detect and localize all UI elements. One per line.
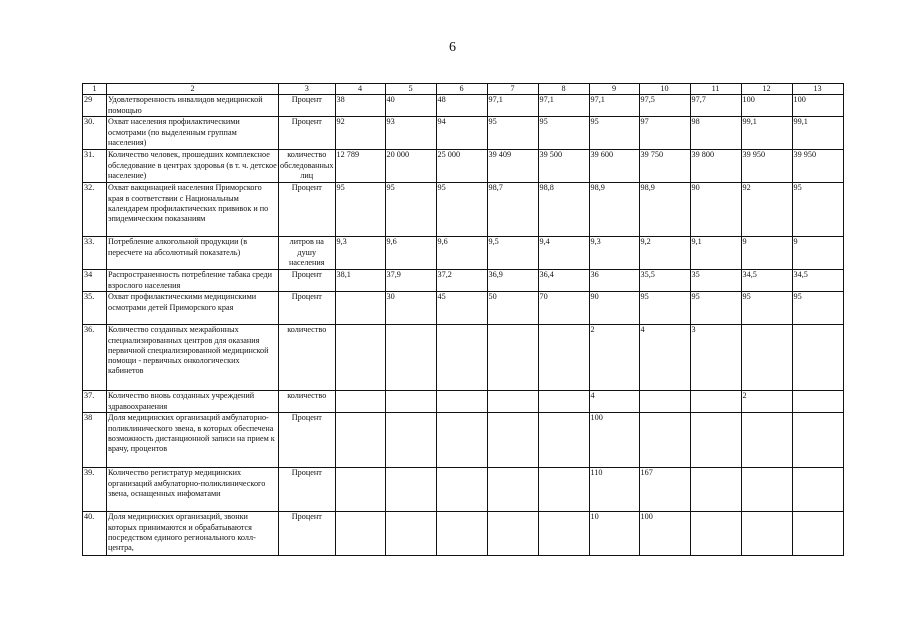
value-cell: 100 (792, 95, 843, 117)
value-cell (487, 325, 538, 391)
value-cell: 37,2 (436, 270, 487, 292)
unit-cell: количество (279, 325, 336, 391)
row-number: 39. (83, 468, 107, 512)
row-number: 34 (83, 270, 107, 292)
unit-cell: Процент (279, 468, 336, 512)
column-number: 4 (335, 84, 385, 95)
value-cell: 4 (639, 325, 690, 391)
row-number: 33. (83, 237, 107, 270)
row-number: 35. (83, 292, 107, 325)
value-cell (741, 413, 792, 468)
value-cell (690, 391, 741, 413)
indicator-name: Охват населения профилактическими осмотрами (по выделенным группам населения) (107, 117, 279, 150)
table-row (83, 413, 844, 468)
value-cell (639, 391, 690, 413)
table-body (83, 95, 844, 556)
value-cell (335, 512, 385, 556)
row-number: 30. (83, 117, 107, 150)
indicator-name: Количество регистратур медицинских организаций амбулаторно-поликлинического звена, оснащенных инфоматами (107, 468, 279, 512)
indicator-name: Количество вновь созданных учреждений здравоохранения (107, 391, 279, 413)
value-cell: 38 (335, 95, 385, 117)
value-cell: 9,3 (589, 237, 639, 270)
value-cell (436, 391, 487, 413)
table-row (83, 117, 844, 150)
value-cell (538, 413, 589, 468)
value-cell (385, 413, 436, 468)
value-cell: 40 (385, 95, 436, 117)
value-cell: 98,9 (589, 183, 639, 237)
column-number: 8 (538, 84, 589, 95)
value-cell: 97,7 (690, 95, 741, 117)
value-cell: 70 (538, 292, 589, 325)
value-cell: 9,6 (436, 237, 487, 270)
value-cell (385, 512, 436, 556)
column-number: 12 (741, 84, 792, 95)
value-cell: 167 (639, 468, 690, 512)
column-number: 13 (792, 84, 843, 95)
value-cell: 50 (487, 292, 538, 325)
value-cell: 97 (639, 117, 690, 150)
value-cell (690, 512, 741, 556)
value-cell: 95 (487, 117, 538, 150)
value-cell: 9,5 (487, 237, 538, 270)
value-cell: 95 (690, 292, 741, 325)
unit-cell: Процент (279, 413, 336, 468)
table-row (83, 391, 844, 413)
value-cell (741, 468, 792, 512)
indicator-name: Количество человек, прошедших комплексное обследование в центрах здоровья (в т. ч. детское население) (107, 150, 279, 183)
column-number: 6 (436, 84, 487, 95)
value-cell: 95 (436, 183, 487, 237)
value-cell: 97,1 (487, 95, 538, 117)
value-cell (741, 325, 792, 391)
value-cell (538, 391, 589, 413)
value-cell (792, 391, 843, 413)
value-cell: 97,5 (639, 95, 690, 117)
value-cell: 9 (741, 237, 792, 270)
value-cell: 2 (741, 391, 792, 413)
column-number: 1 (83, 84, 107, 95)
value-cell: 100 (639, 512, 690, 556)
value-cell: 9,3 (335, 237, 385, 270)
table-row (83, 183, 844, 237)
value-cell: 36,4 (538, 270, 589, 292)
value-cell (335, 292, 385, 325)
indicator-name: Потребление алкогольной продукции (в пересчете на абсолютный показатель) (107, 237, 279, 270)
value-cell: 48 (436, 95, 487, 117)
indicator-name: Удовлетворенность инвалидов медицинской помощью (107, 95, 279, 117)
unit-cell: Процент (279, 183, 336, 237)
table-row (83, 150, 844, 183)
value-cell: 95 (385, 183, 436, 237)
value-cell (792, 325, 843, 391)
value-cell: 95 (639, 292, 690, 325)
value-cell (436, 413, 487, 468)
value-cell: 39 800 (690, 150, 741, 183)
value-cell (436, 325, 487, 391)
column-number: 10 (639, 84, 690, 95)
value-cell (538, 512, 589, 556)
unit-cell: Процент (279, 512, 336, 556)
row-number: 31. (83, 150, 107, 183)
value-cell (792, 512, 843, 556)
row-number: 37. (83, 391, 107, 413)
value-cell: 98 (690, 117, 741, 150)
value-cell: 34,5 (792, 270, 843, 292)
value-cell (385, 391, 436, 413)
column-number: 7 (487, 84, 538, 95)
column-number: 3 (279, 84, 336, 95)
column-number: 9 (589, 84, 639, 95)
unit-cell: Процент (279, 95, 336, 117)
value-cell: 12 789 (335, 150, 385, 183)
value-cell (690, 468, 741, 512)
value-cell: 90 (690, 183, 741, 237)
value-cell: 20 000 (385, 150, 436, 183)
indicator-name: Распространенность потребление табака среди взрослого населения (107, 270, 279, 292)
indicator-table (82, 83, 844, 556)
column-number: 11 (690, 84, 741, 95)
value-cell (792, 413, 843, 468)
value-cell (639, 413, 690, 468)
value-cell (792, 468, 843, 512)
row-number: 36. (83, 325, 107, 391)
value-cell: 4 (589, 391, 639, 413)
table-row (83, 270, 844, 292)
value-cell (487, 468, 538, 512)
value-cell (690, 413, 741, 468)
indicator-name: Количество созданных межрайонных специализированных центров для оказания первичной специализированной медицинской помощи - первичных онкологических кабинетов (107, 325, 279, 391)
value-cell: 9,6 (385, 237, 436, 270)
indicator-name: Охват профилактическими медицинскими осмотрами детей Приморского края (107, 292, 279, 325)
value-cell (538, 325, 589, 391)
page-number: 6 (449, 40, 456, 55)
value-cell (487, 413, 538, 468)
value-cell: 25 000 (436, 150, 487, 183)
value-cell: 110 (589, 468, 639, 512)
value-cell (335, 325, 385, 391)
indicator-name: Доля медицинских организаций, звонки которых принимаются и обрабатываются посредством единого регионального колл-центра, (107, 512, 279, 556)
value-cell: 35 (690, 270, 741, 292)
value-cell (385, 468, 436, 512)
column-number: 2 (107, 84, 279, 95)
value-cell: 38,1 (335, 270, 385, 292)
value-cell: 39 950 (792, 150, 843, 183)
value-cell: 35,5 (639, 270, 690, 292)
table-row (83, 325, 844, 391)
value-cell: 99,1 (792, 117, 843, 150)
value-cell: 10 (589, 512, 639, 556)
value-cell (538, 468, 589, 512)
value-cell: 39 750 (639, 150, 690, 183)
value-cell: 94 (436, 117, 487, 150)
value-cell: 36 (589, 270, 639, 292)
value-cell: 30 (385, 292, 436, 325)
value-cell: 100 (741, 95, 792, 117)
row-number: 32. (83, 183, 107, 237)
value-cell: 9,1 (690, 237, 741, 270)
value-cell (385, 325, 436, 391)
value-cell: 97,1 (538, 95, 589, 117)
value-cell: 100 (589, 413, 639, 468)
value-cell: 95 (589, 117, 639, 150)
table-row (83, 512, 844, 556)
table-row (83, 237, 844, 270)
value-cell: 98,8 (538, 183, 589, 237)
row-number: 40. (83, 512, 107, 556)
value-cell (487, 512, 538, 556)
value-cell: 95 (335, 183, 385, 237)
row-number: 29 (83, 95, 107, 117)
value-cell: 2 (589, 325, 639, 391)
value-cell: 34,5 (741, 270, 792, 292)
value-cell: 39 950 (741, 150, 792, 183)
unit-cell: литров на душу населения (279, 237, 336, 270)
value-cell: 9 (792, 237, 843, 270)
unit-cell: Процент (279, 270, 336, 292)
row-number: 38 (83, 413, 107, 468)
value-cell (741, 512, 792, 556)
value-cell (335, 413, 385, 468)
value-cell: 95 (792, 292, 843, 325)
value-cell: 99,1 (741, 117, 792, 150)
value-cell (436, 512, 487, 556)
value-cell: 39 500 (538, 150, 589, 183)
value-cell (335, 468, 385, 512)
unit-cell: Процент (279, 117, 336, 150)
value-cell: 37,9 (385, 270, 436, 292)
unit-cell: количество обследованных лиц (279, 150, 336, 183)
value-cell: 98,7 (487, 183, 538, 237)
value-cell: 9,2 (639, 237, 690, 270)
value-cell: 92 (741, 183, 792, 237)
value-cell (487, 391, 538, 413)
indicator-name: Охват вакцинацией населения Приморского края в соответствии с Национальным календарем профилактических прививок и по эпидемическим показаниям (107, 183, 279, 237)
value-cell: 95 (792, 183, 843, 237)
value-cell: 45 (436, 292, 487, 325)
value-cell: 39 409 (487, 150, 538, 183)
table-row (83, 292, 844, 325)
value-cell: 90 (589, 292, 639, 325)
indicator-name: Доля медицинских организаций амбулаторно-поликлинического звена, в которых обеспечена возможность дистанционной записи на прием к врачу, процентов (107, 413, 279, 468)
column-number-row (83, 84, 844, 95)
value-cell: 95 (538, 117, 589, 150)
value-cell: 39 600 (589, 150, 639, 183)
unit-cell: количество (279, 391, 336, 413)
value-cell (335, 391, 385, 413)
unit-cell: Процент (279, 292, 336, 325)
value-cell: 93 (385, 117, 436, 150)
value-cell: 98,9 (639, 183, 690, 237)
table-row (83, 95, 844, 117)
value-cell (436, 468, 487, 512)
table-row (83, 468, 844, 512)
value-cell: 95 (741, 292, 792, 325)
value-cell: 9,4 (538, 237, 589, 270)
value-cell: 3 (690, 325, 741, 391)
value-cell: 36,9 (487, 270, 538, 292)
column-number: 5 (385, 84, 436, 95)
value-cell: 92 (335, 117, 385, 150)
value-cell: 97,1 (589, 95, 639, 117)
